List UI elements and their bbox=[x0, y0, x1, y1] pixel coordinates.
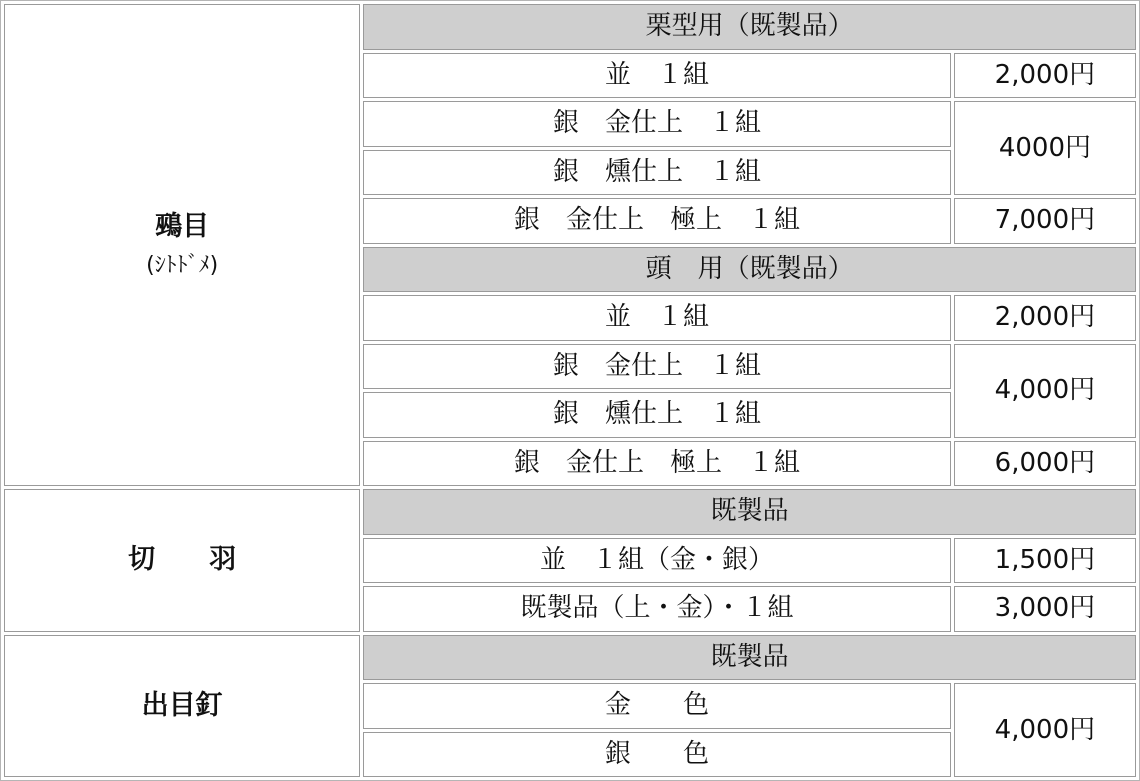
item-label: 銀 金仕上 １組 bbox=[363, 344, 951, 390]
item-label: 銀 金仕上 極上 １組 bbox=[363, 441, 951, 487]
item-price: 2,000円 bbox=[954, 295, 1136, 341]
item-label: 銀 金仕上 極上 １組 bbox=[363, 198, 951, 244]
item-price: 7,000円 bbox=[954, 198, 1136, 244]
category-kiriha: 切 羽 bbox=[4, 489, 360, 632]
section-header-kiriha: 既製品 bbox=[363, 489, 1136, 535]
item-label: 金 色 bbox=[363, 683, 951, 729]
section-header-kashira: 頭 用（既製品） bbox=[363, 247, 1136, 293]
category-dememekugi: 出目釘 bbox=[4, 635, 360, 778]
item-price: 2,000円 bbox=[954, 53, 1136, 99]
item-price-merged: 4,000円 bbox=[954, 344, 1136, 438]
item-price: 1,500円 bbox=[954, 538, 1136, 584]
item-price: 6,000円 bbox=[954, 441, 1136, 487]
item-label: 銀 燻仕上 １組 bbox=[363, 392, 951, 438]
item-label: 並 １組（金・銀） bbox=[363, 538, 951, 584]
item-label: 銀 色 bbox=[363, 732, 951, 778]
category-reading: (ｼﾄﾄﾞﾒ) bbox=[146, 252, 219, 278]
item-label: 並 １組 bbox=[363, 295, 951, 341]
section-header-kurigata: 栗型用（既製品） bbox=[363, 4, 1136, 50]
category-shitodome bbox=[4, 4, 360, 486]
item-label: 銀 金仕上 １組 bbox=[363, 101, 951, 147]
section-header-dememekugi: 既製品 bbox=[363, 635, 1136, 681]
item-label: 銀 燻仕上 １組 bbox=[363, 150, 951, 196]
item-price-merged: 4,000円 bbox=[954, 683, 1136, 777]
item-label: 既製品（上・金）・１組 bbox=[363, 586, 951, 632]
item-label: 並 １組 bbox=[363, 53, 951, 99]
item-price: 3,000円 bbox=[954, 586, 1136, 632]
item-price-merged: 4000円 bbox=[954, 101, 1136, 195]
category-label: 鵐目 bbox=[155, 211, 210, 243]
